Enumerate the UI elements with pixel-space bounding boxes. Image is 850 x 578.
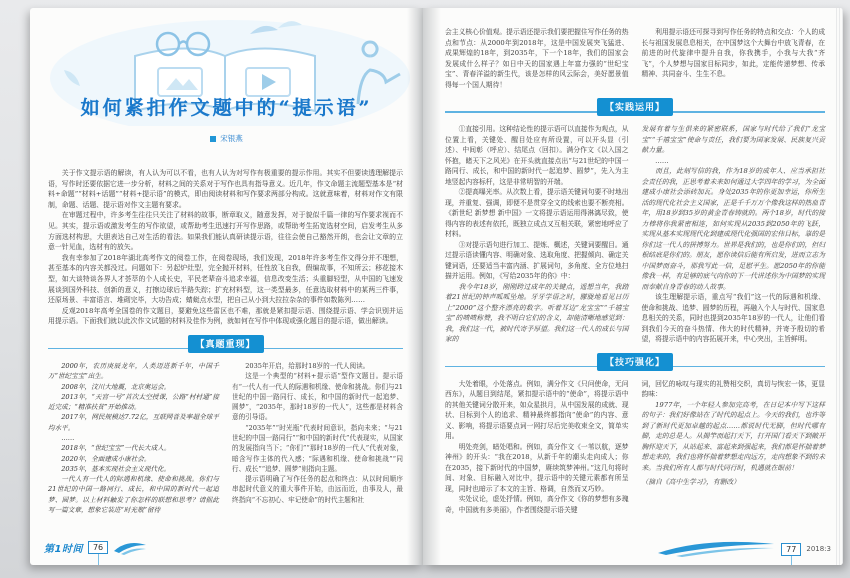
analysis-paragraph: 2035年开启，给那时18岁的一代人阅读。 <box>245 361 370 370</box>
analysis-paragraph: 提示语明确了写作任务的起点和终点：从以时间顺序串起时代意义的重大事件开始，由远而近，由事及人，最终指向“不忘初心、牢记使命”的时代主题和社 <box>232 475 403 504</box>
practice-point: ③对提示语句进行加工、提炼、概述，关键词要醒目。通过提示语读懂内容、明确对象、选取角度、把握倾向、确定关键词语，还要适当丰富内涵、扩展词句，多角度、全方位地扫描并运用。例如，《写给2035年的你》中： <box>445 240 629 280</box>
author-name: 宋银燕 <box>220 134 243 143</box>
material-line: 2000年，农历庚辰龙年，人类迈进新千年，中国千万“世纪宝宝”出生。 <box>48 361 219 381</box>
skill-point-continuation: 词，回忆的咏叹与现实的礼赞相交织，真切与恢宏一体，更显韵味： <box>641 379 826 398</box>
analysis-paragraph: “2035年”“时光瓶”代表时间意识，指向未来；“与21世纪的中国一路同行”“和中国的新时代”代表现实，从国家的发展指向当下；“你们”“那时18岁的一代人”代表对象，暗含写作主体的代入感；“际遇和机缘、使命和挑战”“同行、成长”“追梦、圆梦”则指向主题。 <box>232 423 403 473</box>
source-attribution: （摘自《高中生学习》，有删改） <box>641 478 741 486</box>
intro-paragraph: 在审题过程中，许多考生往往只关注了材料的故事，断章取义，随意发挥，对于貌似千篇一律的写作要求视而不见。其实，提示语或激发考生的写作欲望，或帮助考生迅速打开写作思路，或帮助考生拓宽选材空间，启发考生从多方面选材构思，大胆表达自己对生活的看法。如果我们能认真研读提示语，往往会使自己豁然开朗，也会让文章的立意一针见血，选材有的放矢。 <box>48 211 403 252</box>
section-header-topic-review <box>48 335 403 354</box>
right-page <box>423 8 843 565</box>
section-badge-practice: 【实践运用】 <box>597 98 673 116</box>
magazine-logo: 第1时间 <box>44 544 83 555</box>
analysis-column <box>232 361 403 515</box>
practice-left-column <box>445 124 629 345</box>
material-line: 2008年，汶川大地震，北京奥运会。 <box>61 382 171 391</box>
material-line: 2035年，基本实现社会主义现代化。 <box>61 464 171 473</box>
practice-right-column <box>642 124 826 345</box>
teacher-comment: 该生理解提示语，重点写“我们”这一代的际遇和机缘、使命和挑战、追梦、圆梦的历程，再融入个人与时代、国家息息相关的关系，同时也提到2035年18岁的一代人，让他们看到我们今天的奋斗热情、伟大的时代精神，并寄予殷切的希望，将提示语中的内容拓展开来，中心突出，主旨鲜明。 <box>641 293 826 343</box>
ellipsis-line: …… <box>655 156 669 165</box>
intro-paragraph: 反观2018年高考全国卷的作文题目，要避免这些雷区也不难，那就是紧扣提示语、围绕提示语、学会识别并运用提示语。下面我们就以此次作文试题的材料及佳作为例，就如何在写作中体现或强化题目的提示语，做出解读。 <box>48 306 403 326</box>
skill-point: 大处着眼，小处落点。例如，满分作文《只问使命，无问西东》，从题目到结尾，紧扣提示语中的“使命”，将提示语中的其他关键词分散开来，如众星拱月，从中国发展的成就、现状、目标到个人的追求、精神最终都指向“使命”的内容、意义、影响，将提示语要点词一网打尽后完美收束全文，简单实用。 <box>445 379 629 440</box>
skill-point: 明处亮剑，暗处唱和。例如，高分作文《一苇以航，逐梦神州》的开头：“我在2018，从新千年的潮头走向成人；你在2035，接下新时代的中国梦，赓续筑梦神州。”这几句将时间、对象、目标融入对比中，提示语中的关键元素都有所呈现，同时也暗示了本文的主旨、格调，自然而又巧妙。 <box>445 442 629 493</box>
analysis-paragraph: 这是一个典型的“材料+提示语”型作文题目。提示语有“一代人有一代人的际遇和机缘、使命和挑战。你们与21世纪的中国一路同行、成长，和中国的新时代一起追梦、圆梦”，“2035年，那时18岁的一代人”，这些都是材料含意的引导语。 <box>232 372 403 422</box>
exam-material-column <box>48 361 219 515</box>
skill-point: 实处议论，虚处抒情。例如，高分作文《你的梦想有多瑰奇，中国就有多美丽》，作者围绕提示语关键 <box>445 495 629 514</box>
section-header-practice <box>445 98 825 117</box>
example-essay-excerpt: 1977年，一个年轻人参加完高考，在日记本中写下这样的句子：我们好像站在了时代的起点上。今天的我们，也许等到了新时代更加卓越的起点……都说时代无脚，但时代哪有脚，走的总是人。从揭竿而起打天下，打开国门看天下到敞开胸怀迎天下，从站起来、富起来到强起来，我们都是怀揣着梦想走来的，我们也将怀揣着梦想走向远方，走向想象不到的未来。当我们所有人都与时代同行时，机遇就在眼前！ <box>641 400 826 472</box>
practice-point: ②提高曝光率。从次数上看，提示语关键词句要不时地出现，并重复、强调，即便不是贯穿全文的线索也要不断亮相。《新世纪 新梦想 新中国》一文将提示语运用得淋漓尽致，使得内容的表述有依托，既独立成点又互相关联，紧密地呼应了材料。 <box>445 188 629 238</box>
skill-block <box>445 379 825 516</box>
author-row <box>30 133 423 144</box>
page-edge-stack <box>836 8 843 565</box>
issue-label: 2018:3 <box>806 545 831 553</box>
material-line: 2017年，网民规模达7.72亿，互联网普及率超全球平均水平。 <box>48 413 219 432</box>
left-footer <box>44 540 147 555</box>
left-page-number: 76 <box>88 541 108 554</box>
material-line: 2020年，全面建成小康社会。 <box>61 454 151 463</box>
material-line: 2013年，“天宫一号”首次太空授课，公路“村村通”接近完成；“精准扶贫”开始推动。 <box>48 392 219 412</box>
right-footer <box>656 541 831 557</box>
section-badge-skill: 【技巧强化】 <box>597 353 673 371</box>
section-badge-topic-review: 【真题重现】 <box>187 335 263 353</box>
material-line: 2018年，“世纪宝宝”一代长大成人。 <box>61 444 171 453</box>
page-title: 如何紧扣作文题中的“提示语” <box>80 97 373 119</box>
continuation-left: 会主义核心价值观。提示语还提示我们要把握住写作任务的热点和节点：从2000年到2018年，这是中国发展突飞猛进、成果辉煌的18年，到2035年，下一个18年，我们的国家会发展成什么样子？如日中天的国家遇上年富力强的“世纪宝宝”、青春洋溢的新生代，该是怎样的风云际会，美好愿景值得每一个国人期待！ <box>445 28 629 89</box>
practice-point: ①直接引用。这种结论性的提示语可以直接作为观点，从位置上看，关键处、醒目处应有所设置，可以开头显（引述）、中间彰（呼应）、结尾点（回扣）。满分作文《以入国之怀抱，睹天下之风光》在开头就直接点出“与21世纪的中国一路同行、成长，和中国的新时代一起追梦、圆梦”，先入为主地竖起内容标杆，这是非常明智的开端。 <box>445 125 629 186</box>
intro-paragraph: 我有幸参加了2018年湖北高考作文的阅卷工作，在阅卷现场，我们发现，2018年许多考生作文得分并不理想，甚至基本的内容关都没过。问题如下：另起炉灶型，完全抛开材料，任性放飞自我，假编故事，不知所云；移花接木型，如大谈特谈各界人才荟萃的个人成长史，平民老辈奋斗追求幸福，信息改变生活；头重脚轻型，从中国的飞速发展谈到国外科技、创新的意义，打擦边球后半路失踪；扩充材料型，这一类型最多，任意选取材料中的某两三件事，还原场景、丰富语言、堆砌完毕，大功告成；蜻蜓点水型，把自己从小到大拉拉杂杂的事件如数陈列…… <box>48 253 403 305</box>
example-essay-excerpt: 而且，此刻写信的我，作为18岁的成年人、应当承担社会责任的我，正思考着未来如何通过大学四年的学习，为全面建成小康社会添砖加瓦。身处2035年的你更加幸运，你所生活的现代化社会主义国家，正是千千万万个像我这样的热血青年，用18岁到35岁的黄金青春铸就的。两个18岁，时代的接力棒将你我紧密相连，如何实现从2035到2050年的飞跃，实现从基本实现现代化到建成现代化强国的宏伟目标，靠的是你们这一代人的拼搏努力。世界是我们的，也是你们的，但归根结底是你们的。朋友，愿你读信后能有所启发，进而立志为中国梦而奋斗，那我写此一信，足慰平生。愿2050年的你能像我一样，有足够的底气向你的下一代讲述你为中国梦的实现而奉献自身青春的动人故事。 <box>641 167 826 291</box>
material-line: …… <box>61 433 75 442</box>
right-page-number: 77 <box>781 543 801 556</box>
skill-right-column <box>642 379 826 516</box>
skill-left-column <box>445 379 629 516</box>
example-essay-excerpt: 发展有着与生俱来的紧密联系，国家与时代给了我们“龙宝宝”“千禧宝宝”使命与责任，我们要为国家发展、民族复兴贡献力量。 <box>641 125 825 154</box>
intro-paragraph: 关于作文提示语的解读，有人认为可以不看，也有人认为对写作有极重要的提示作用。其实不但要读透理解提示语，写作时还要依据它进一步分析，材料之间的关系对于写作也具有指导意义。近几年，作文命题主流题型基本是“材料+命题”“材料+话题”“材料+提示语”的模式，即由阅读材料和写作要求两部分构成。这就意味着，材料对作文有限制，命题、话题、提示语对作文主题有要求。 <box>48 169 403 209</box>
author-bullet-icon <box>210 136 216 142</box>
swoosh-icon <box>656 541 776 557</box>
practice-block <box>445 124 825 345</box>
left-page <box>30 8 423 565</box>
material-line: 一代人有一代人的际遇和机缘、使命和挑战。你们与21世纪的中国一路同行、成长，和中国的新时代一起追梦、圆梦。以上材料触发了你怎样的联想和思考？请据此写一篇文章，想象它装进“时光瓶”留待 <box>48 475 219 515</box>
swoosh-icon <box>113 541 147 555</box>
continuation-right: 利用提示语还可探寻到写作任务的特点和交点：个人的成长与祖国发展息息相关，在中国梦这个大舞台中放飞青春，在前进的时代旋律中提升自我，你我携手，小我与大我“齐飞”，个人梦想与国家目标同步，如此，定能传递梦想、传承精神、共同奋斗、生生不息。 <box>641 28 826 78</box>
example-essay-excerpt: 我今年18岁，刚刚跨过成年的关键点，遥想当年，我踏着21世纪的钟声呱呱坠地。牙牙学语之时，朦胧地看见日历上“2000”这个整齐漂亮的数字。听着耳边“龙宝宝”“千禧宝宝”的啧啧称赞，我不明白它们的含义，却能清晰地感觉到：我，我们这一代，被时代寄予厚望。我们这一代人的成长与国家的 <box>445 282 629 343</box>
section-header-skill <box>445 353 825 372</box>
article-header <box>30 8 423 160</box>
continuation-block <box>445 27 825 90</box>
